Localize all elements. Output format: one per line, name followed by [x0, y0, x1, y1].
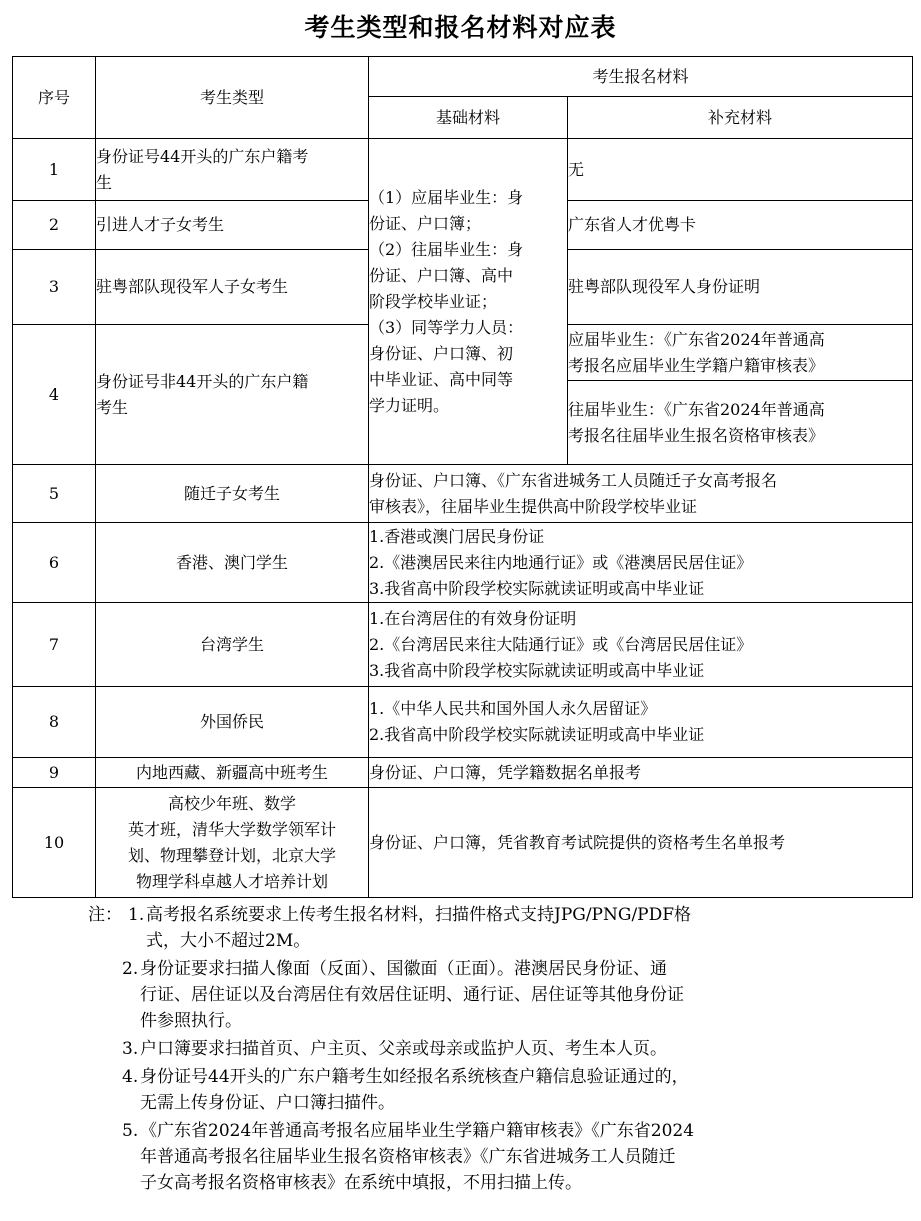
- table-row: [13, 603, 913, 687]
- supplement-cell: 应届毕业生：《广东省2024年普通高 考报名应届毕业生学籍户籍审核表》: [568, 325, 913, 381]
- table-row: [13, 788, 913, 898]
- table-row: [13, 465, 913, 523]
- materials-cell: 身份证、户口簿、《广东省进城务工人员随迁子女高考报名 审核表》，往届毕业生提供高中阶段学校毕业证: [369, 465, 913, 523]
- materials-cell: 1.香港或澳门居民身份证 2.《港澳居民来往内地通行证》或《港澳居民居住证》 3.我省高中阶段学校实际就读证明或高中毕业证: [369, 523, 913, 603]
- row-number: 7: [13, 603, 96, 687]
- header-supplement: 补充材料: [568, 97, 913, 139]
- table-row: [13, 523, 913, 603]
- row-number: 5: [13, 465, 96, 523]
- materials-cell: 身份证、户口簿，凭省教育考试院提供的资格考生名单报考: [369, 788, 913, 898]
- student-type: 内地西藏、新疆高中班考生: [96, 758, 369, 788]
- row-number: 8: [13, 687, 96, 758]
- header-seq: 序号: [13, 57, 96, 139]
- supplement-cell: 驻粤部队现役军人身份证明: [568, 250, 913, 325]
- note-item: 3. 户口簿要求扫描首页、户主页、父亲或母亲或监护人页、考生本人页。: [122, 1039, 667, 1059]
- note-item: 注： 1. 高考报名系统要求上传考生报名材料，扫描件格式支持JPG/PNG/PDF格 式，大小不超过2M。: [88, 902, 868, 954]
- student-type: 身份证号44开头的广东户籍考 生: [96, 139, 369, 201]
- row-number: 1: [13, 139, 96, 201]
- supplement-cell: 往届毕业生：《广东省2024年普通高 考报名往届毕业生报名资格审核表》: [568, 381, 913, 465]
- table-row: [13, 687, 913, 758]
- table-header-row: [13, 57, 913, 97]
- student-type: 引进人才子女考生: [96, 201, 369, 250]
- notes-prefix: 注：: [88, 905, 122, 925]
- basic-materials-cell: （1）应届毕业生：身 份证、户口簿； （2）往届毕业生：身 份证、户口簿、高中 阶段学校毕业证； （3）同等学力人员： 身份证、户口簿、初 中毕业证、高中同等 学力证明。: [369, 139, 568, 465]
- materials-cell: 1.在台湾居住的有效身份证明 2.《台湾居民来往大陆通行证》或《台湾居民居住证》 3.我省高中阶段学校实际就读证明或高中毕业证: [369, 603, 913, 687]
- student-type: 随迁子女考生: [96, 465, 369, 523]
- note-item: 4. 身份证号44开头的广东户籍考生如经报名系统核查户籍信息验证通过的， 无需上传身份证、户口簿扫描件。: [122, 1067, 689, 1113]
- student-type: 高校少年班、数学 英才班，清华大学数学领军计 划、物理攀登计划，北京大学 物理学科卓越人才培养计划: [96, 788, 369, 898]
- student-type: 驻粤部队现役军人子女考生: [96, 250, 369, 325]
- header-basic: 基础材料: [369, 97, 568, 139]
- notes-section: [88, 902, 868, 1198]
- materials-table: [12, 56, 913, 898]
- row-number: 3: [13, 250, 96, 325]
- student-type: 台湾学生: [96, 603, 369, 687]
- student-type: 身份证号非44开头的广东户籍 考生: [96, 325, 369, 465]
- student-type: 香港、澳门学生: [96, 523, 369, 603]
- row-number: 10: [13, 788, 96, 898]
- row-number: 9: [13, 758, 96, 788]
- materials-cell: 身份证、户口簿，凭学籍数据名单报考: [369, 758, 913, 788]
- note-item: 2. 身份证要求扫描人像面（反面）、国徽面（正面）。港澳居民身份证、通 行证、居住证以及台湾居住有效居住证明、通行证、居住证等其他身份证 件参照执行。: [122, 959, 684, 1031]
- row-number: 6: [13, 523, 96, 603]
- supplement-cell: 广东省人才优粤卡: [568, 201, 913, 250]
- row-number: 4: [13, 325, 96, 465]
- supplement-cell: 无: [568, 139, 913, 201]
- table-row: [13, 758, 913, 788]
- note-item: 5. 《广东省2024年普通高考报名应届毕业生学籍户籍审核表》《广东省2024 年普通高考报名往届毕业生报名资格审核表》《广东省进城务工人员随迁 子女高考报名资格审核表》在系统中填报，不用扫描上传。: [122, 1121, 695, 1193]
- header-type: 考生类型: [96, 57, 369, 139]
- student-type: 外国侨民: [96, 687, 369, 758]
- header-materials: 考生报名材料: [369, 57, 913, 97]
- row-number: 2: [13, 201, 96, 250]
- table-row: [13, 139, 913, 201]
- page-title: 考生类型和报名材料对应表: [304, 13, 617, 42]
- materials-cell: 1.《中华人民共和国外国人永久居留证》 2.我省高中阶段学校实际就读证明或高中毕业证: [369, 687, 913, 758]
